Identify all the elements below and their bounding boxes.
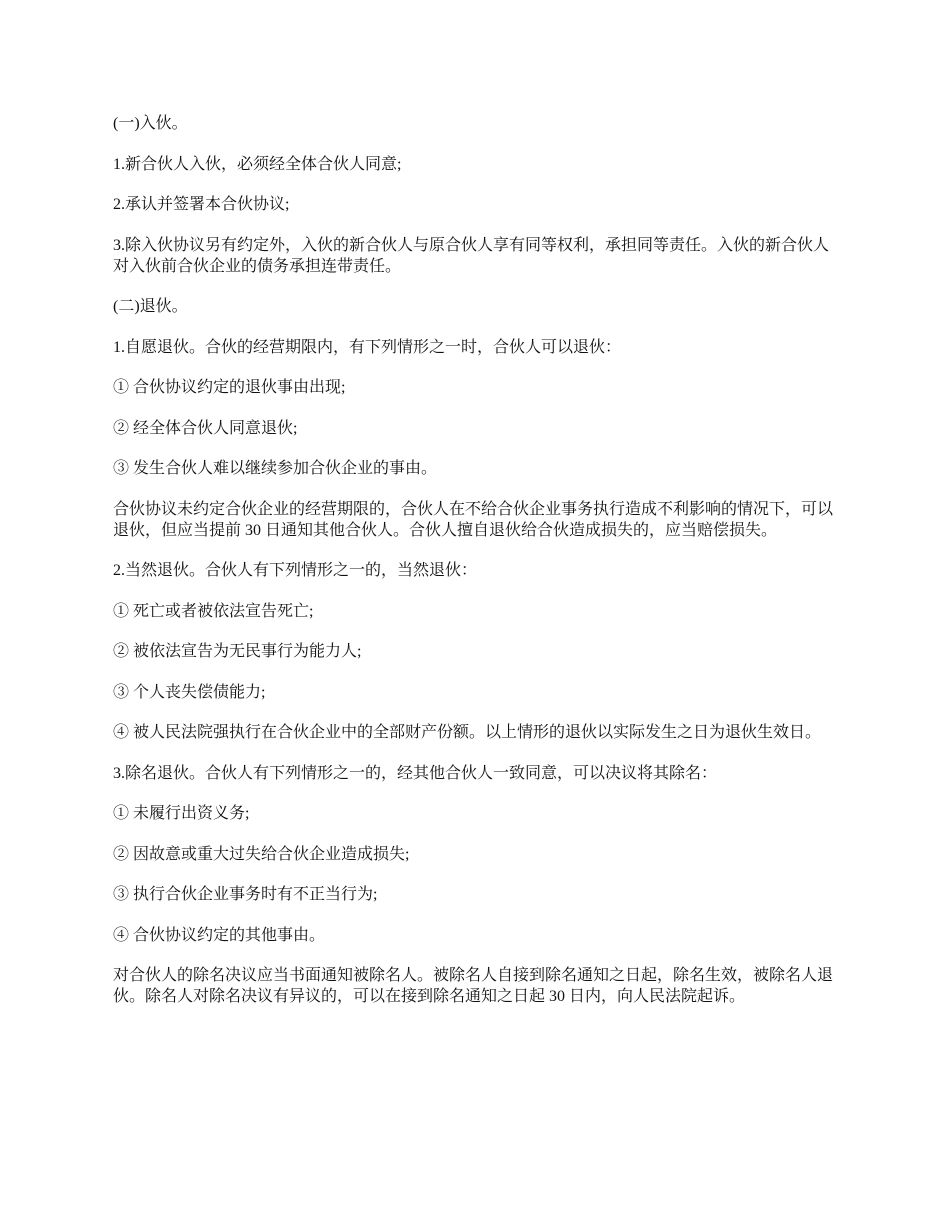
list-item: ③ 执行合伙企业事务时有不正当行为;	[113, 886, 378, 903]
list-item: ② 经全体合伙人同意退伙;	[113, 419, 298, 437]
list-item: ③ 个人丧失偿债能力;	[113, 683, 266, 701]
list-item: ① 合伙协议约定的退伙事由出现;	[113, 379, 346, 396]
list-item: ① 死亡或者被依法宣告死亡;	[113, 602, 314, 620]
paragraph: 3.除入伙协议另有约定外，入伙的新合伙人与原合伙人享有同等权利，承担同等责任。入伙的新合伙人对入伙前合伙企业的债务承担连带责任。	[113, 236, 830, 275]
paragraph: 对合伙人的除名决议应当书面通知被除名人。被除名人自接到除名通知之日起，除名生效，被除名人退伙。除名人对除名决议有异议的，可以在接到除名通知之日起 30 日内，向人民法院起诉。	[113, 967, 834, 1005]
list-item: ② 被依法宣告为无民事行为能力人;	[113, 643, 362, 660]
list-item: ② 因故意或重大过失给合伙企业造成损失;	[113, 845, 410, 863]
section-heading-admission: (一)入伙。	[113, 115, 188, 132]
paragraph: 2.承认并签署本合伙协议;	[113, 196, 290, 213]
paragraph: 3.除名退伙。合伙人有下列情形之一的，经其他合伙人一致同意，可以决议将其除名：	[113, 764, 718, 782]
paragraph: 1.自愿退伙。合伙的经营期限内，有下列情形之一时，合伙人可以退伙：	[113, 338, 622, 356]
section-heading-withdrawal: (二)退伙。	[113, 298, 188, 315]
paragraph: 2.当然退伙。合伙人有下列情形之一的，当然退伙：	[113, 562, 478, 579]
list-item: ① 未履行出资义务;	[113, 805, 250, 822]
paragraph: 1.新合伙人入伙，必须经全体合伙人同意;	[113, 155, 402, 173]
list-item: ③ 发生合伙人难以继续参加合伙企业的事由。	[113, 460, 438, 477]
list-item: ④ 被人民法院强执行在合伙企业中的全部财产份额。以上情形的退伙以实际发生之日为退伙生效日。	[113, 724, 822, 741]
paragraph: 合伙协议未约定合伙企业的经营期限的，合伙人在不给合伙企业事务执行造成不利影响的情况下，可以退伙，但应当提前 30 日通知其他合伙人。合伙人擅自退伙给合伙造成损失的，应当赔偿损失。	[113, 500, 834, 539]
document-body	[113, 113, 841, 1027]
list-item: ④ 合伙协议约定的其他事由。	[113, 926, 326, 944]
